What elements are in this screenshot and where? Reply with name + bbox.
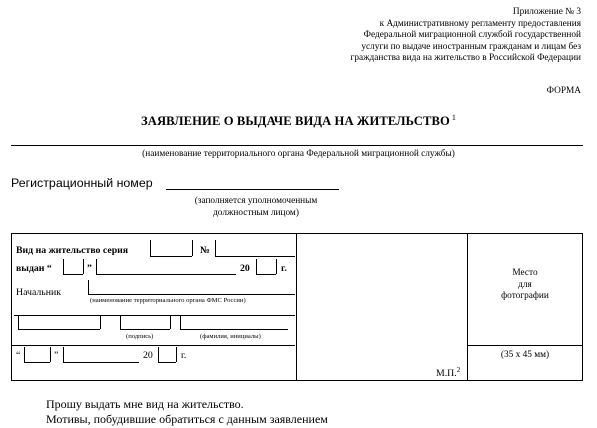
date-day-border	[24, 347, 25, 362]
appendix-line: Приложение № 3	[512, 7, 581, 17]
stamp-footnote: 2	[456, 366, 461, 374]
permit-series-field[interactable]	[150, 256, 192, 257]
appendix-line: Федеральной миграционной службой государственной	[363, 30, 581, 41]
name-field[interactable]	[180, 329, 288, 330]
date-day-border	[50, 347, 51, 362]
photo-placeholder	[468, 268, 582, 303]
date-year-field[interactable]	[158, 362, 176, 363]
appendix-line: услуги по выдаче иностранным гражданам и лицам без	[361, 41, 581, 52]
registration-note	[166, 196, 346, 219]
photo-line: фотографии	[501, 291, 549, 302]
authority-caption: (наименование территориального органа Федеральной миграционной службы)	[142, 149, 455, 159]
issued-year-prefix: 20	[240, 263, 250, 274]
appendix-line: к Административному регламенту предоставления	[379, 18, 581, 29]
series-cell-border	[192, 240, 193, 256]
signature-caption: (подпись)	[126, 333, 154, 340]
issued-day-border	[83, 259, 84, 274]
date-month-border	[63, 347, 64, 362]
stamp-label: М.П.	[436, 368, 457, 379]
issued-month-border	[96, 259, 97, 274]
date-year-suffix: г.	[181, 350, 187, 361]
photo-size: (35 х 45 мм)	[500, 350, 550, 360]
date-year-prefix: 20	[143, 350, 153, 361]
issued-label: выдан “	[16, 263, 52, 274]
date-quote-close: ”	[54, 350, 59, 361]
motives-text: Мотивы, побудившие обратиться с данным заявлением	[46, 412, 328, 426]
name-cell-border	[180, 316, 181, 329]
issued-year-border	[256, 259, 257, 274]
date-quote-open: “	[16, 350, 21, 361]
chief-authority-field[interactable]	[88, 294, 295, 295]
date-year-border	[158, 347, 159, 362]
series-cell-border	[150, 240, 151, 256]
photo-line: для	[518, 279, 532, 290]
permit-series-label: Вид на жительство серия	[16, 245, 129, 256]
date-month-field[interactable]	[63, 362, 139, 363]
issued-day-border	[63, 259, 64, 274]
document-title	[0, 113, 597, 129]
signature-cell-border	[18, 316, 19, 329]
name-caption: (фамилия, инициалы)	[200, 333, 261, 340]
permit-number-field[interactable]	[215, 256, 295, 257]
form-label: ФОРМА	[546, 86, 581, 96]
signature-cell-border	[170, 316, 171, 329]
issued-month-field[interactable]	[96, 274, 236, 275]
issued-year-field[interactable]	[256, 274, 276, 275]
date-day-field[interactable]	[24, 362, 50, 363]
chief-authority-field-2[interactable]	[14, 315, 295, 316]
issued-day-field[interactable]	[63, 274, 83, 275]
chief-caption: (наименование территориального органа ФМС России)	[90, 297, 246, 304]
date-year-border	[176, 347, 177, 362]
chief-extra-field[interactable]	[18, 329, 100, 330]
chief-label: Начальник	[16, 287, 61, 298]
registration-label: Регистрационный номер	[11, 176, 153, 190]
authority-line[interactable]	[11, 145, 583, 146]
appendix-line: гражданства вида на жительство в Российской Федерации	[350, 53, 581, 64]
registration-note-line: должностным лицом)	[213, 207, 299, 218]
chief-cell-border	[88, 280, 89, 294]
stamp-place	[436, 366, 460, 379]
issued-quote-close: ”	[87, 263, 92, 274]
registration-number-field[interactable]	[166, 189, 339, 190]
number-cell-border	[215, 240, 216, 256]
date-row-top	[12, 345, 295, 346]
signature-cell-border	[100, 316, 101, 329]
signature-field[interactable]	[120, 329, 170, 330]
photo-line: Место	[512, 268, 538, 278]
registration-note-line: (заполняется уполномоченным	[194, 196, 318, 206]
issued-year-suffix: г.	[281, 263, 287, 274]
number-sign: №	[200, 245, 210, 256]
issued-year-border	[276, 259, 277, 274]
signature-cell-border	[120, 316, 121, 329]
appendix-note	[261, 7, 581, 65]
title-text: ЗАЯВЛЕНИЕ О ВЫДАЧЕ ВИДА НА ЖИТЕЛЬСТВО	[141, 114, 450, 128]
title-footnote: 1	[451, 113, 456, 122]
photo-box-divider	[467, 345, 583, 346]
request-text: Прошу выдать мне вид на жительство.	[46, 397, 244, 411]
